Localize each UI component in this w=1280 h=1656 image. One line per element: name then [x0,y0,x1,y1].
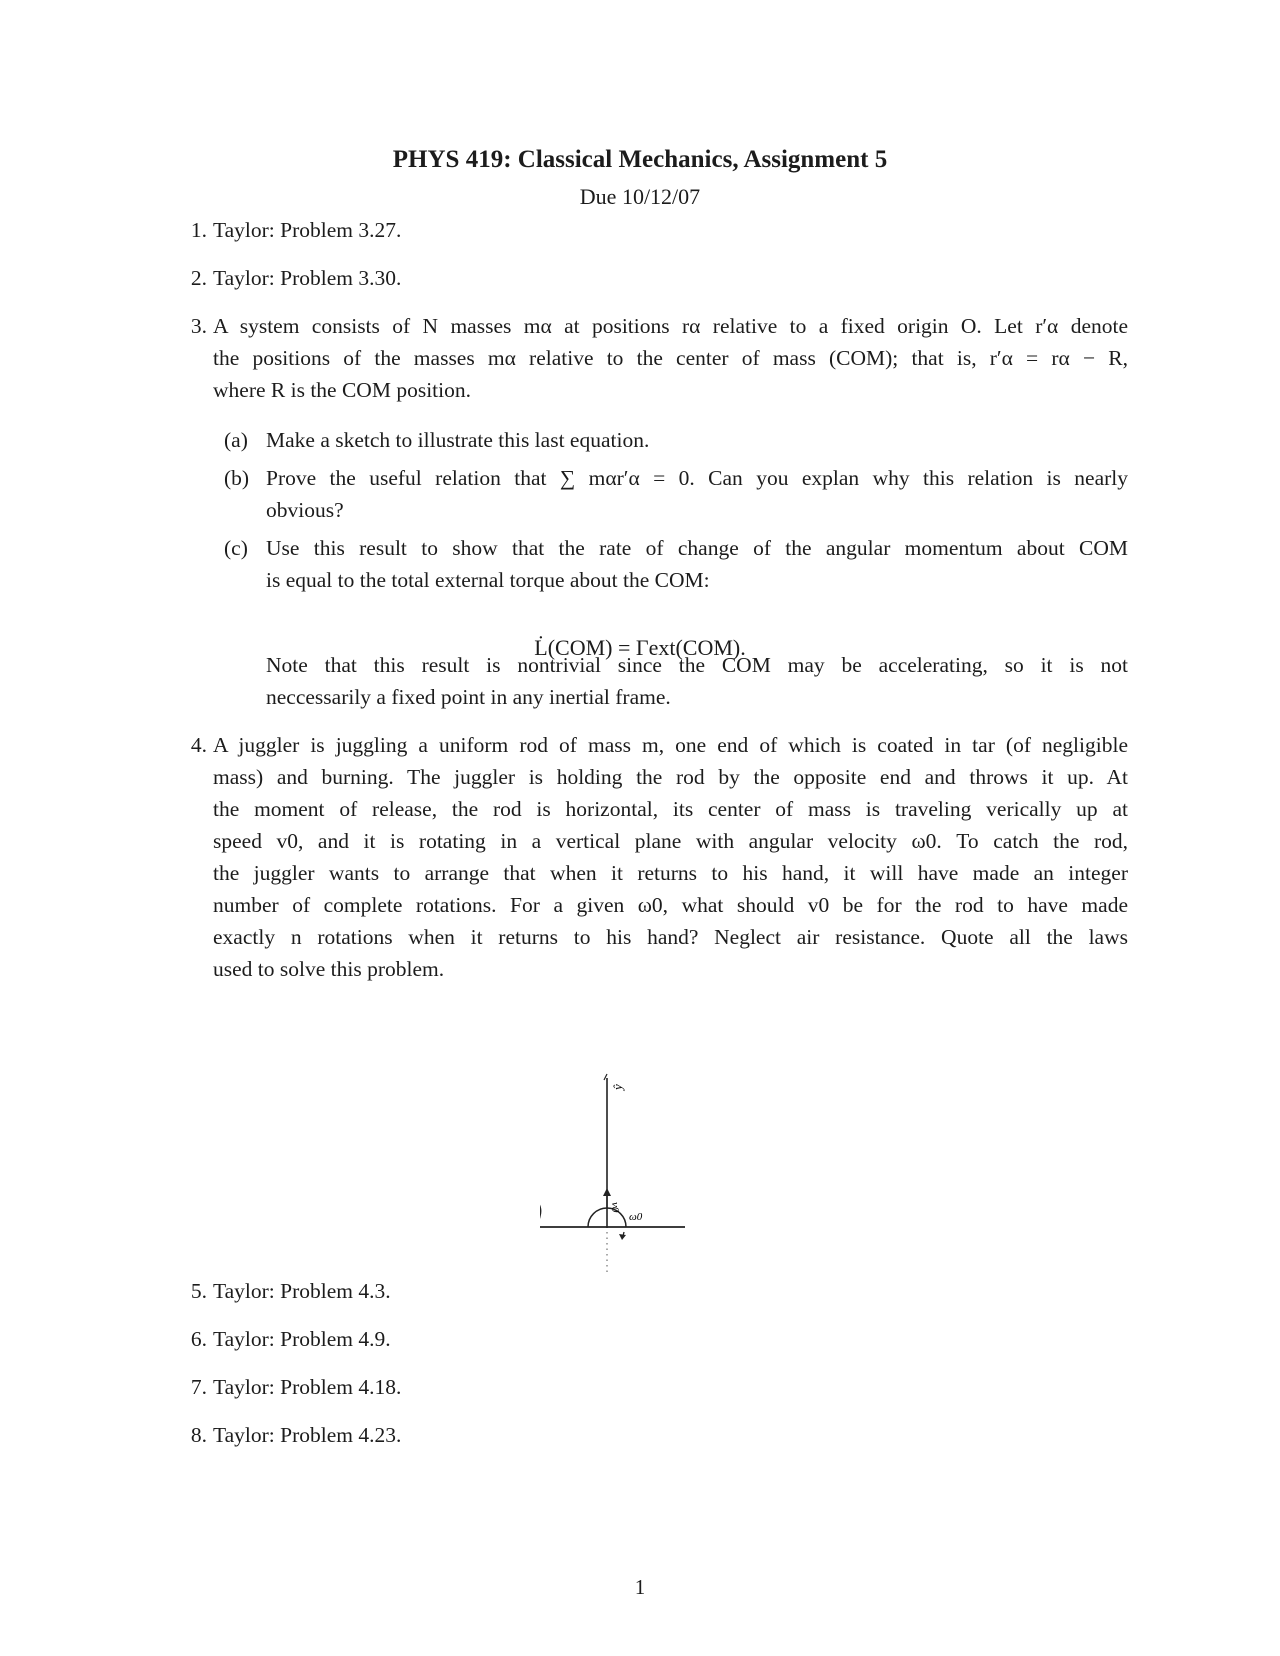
problem-3-line-3: where R is the COM position. [213,378,471,402]
problem-3-line-1: A system consists of N masses mα at positions rα relative to a fixed origin O. Let r′α denote [213,314,1128,338]
problem-number: 3. [190,314,207,338]
problem-text: Taylor: Problem 4.18. [213,1375,402,1399]
juggler-rod-figure [540,1060,740,1290]
problem-number: 2. [190,266,207,290]
omega-label: ω0 [629,1211,643,1223]
note-line-1: Note that this result is nontrivial since the COM may be accelerating, so it is not [266,653,1128,677]
subpart-line-2: obvious? [266,498,344,522]
velocity-label: v0 [609,1202,621,1213]
velocity-arrow-head [603,1188,611,1196]
problem-4-line-2: mass) and burning. The juggler is holding the rod by the opposite end and throws it up. At [213,765,1128,789]
problem-text: Taylor: Problem 3.30. [213,266,402,290]
problem-4-line-1: A juggler is juggling a uniform rod of mass m, one end of which is coated in tar (of negligible [213,733,1128,757]
subpart-text: Make a sketch to illustrate this last equation. [266,428,650,452]
problem-number: 4. [190,733,207,757]
subpart-label: (c) [224,536,248,560]
problem-number: 7. [190,1375,207,1399]
page-number: 1 [634,1575,646,1599]
note-line-2: neccessarily a fixed point in any inertial frame. [266,685,671,709]
problem-4-line-3: the moment of release, the rod is horizontal, its center of mass is traveling verically up at [213,797,1128,821]
subpart-line-1: Prove the useful relation that ∑ mαr′α = 0. Can you explan why this relation is nearly [266,466,1128,490]
problem-4-line-5: the juggler wants to arrange that when it returns to his hand, it will have made an integer [213,861,1128,885]
page-title: PHYS 419: Classical Mechanics, Assignment 5 [392,146,888,173]
problem-text: Taylor: Problem 3.27. [213,218,402,242]
problem-4-line-7: exactly n rotations when it returns to his hand? Neglect air resistance. Quote all the laws [213,925,1128,949]
problem-4-line-8: used to solve this problem. [213,957,445,981]
equation-angular-momentum: L̇(COM) = Γext(COM). [534,635,746,660]
problem-number: 5. [190,1279,207,1303]
due-date: Due 10/12/07 [579,184,701,209]
problem-4-line-6: number of complete rotations. For a given ω0, what should v0 be for the rod to have made [213,893,1128,917]
subpart-label: (a) [224,428,248,452]
subpart-line-2: is equal to the total external torque about the COM: [266,568,710,592]
problem-text: Taylor: Problem 4.9. [213,1327,391,1351]
problem-4-line-4: speed v0, and it is rotating in a vertical plane with angular velocity ω0. To catch the rod, [213,829,1128,853]
flame-icon [540,1188,541,1223]
subpart-label: (b) [224,466,250,490]
problem-number: 1. [190,218,207,242]
subpart-line-1: Use this result to show that the rate of change of the angular momentum about COM [266,536,1128,560]
problem-3-line-2: the positions of the masses mα relative to the center of mass (COM); that is, r′α = rα − R, [213,346,1128,370]
problem-number: 8. [190,1423,207,1447]
y-axis-label: ŷ [610,1084,625,1090]
problem-text: Taylor: Problem 4.23. [213,1423,402,1447]
problem-number: 6. [190,1327,207,1351]
problem-text: Taylor: Problem 4.3. [213,1279,391,1303]
rotation-arrow-head [619,1234,626,1240]
